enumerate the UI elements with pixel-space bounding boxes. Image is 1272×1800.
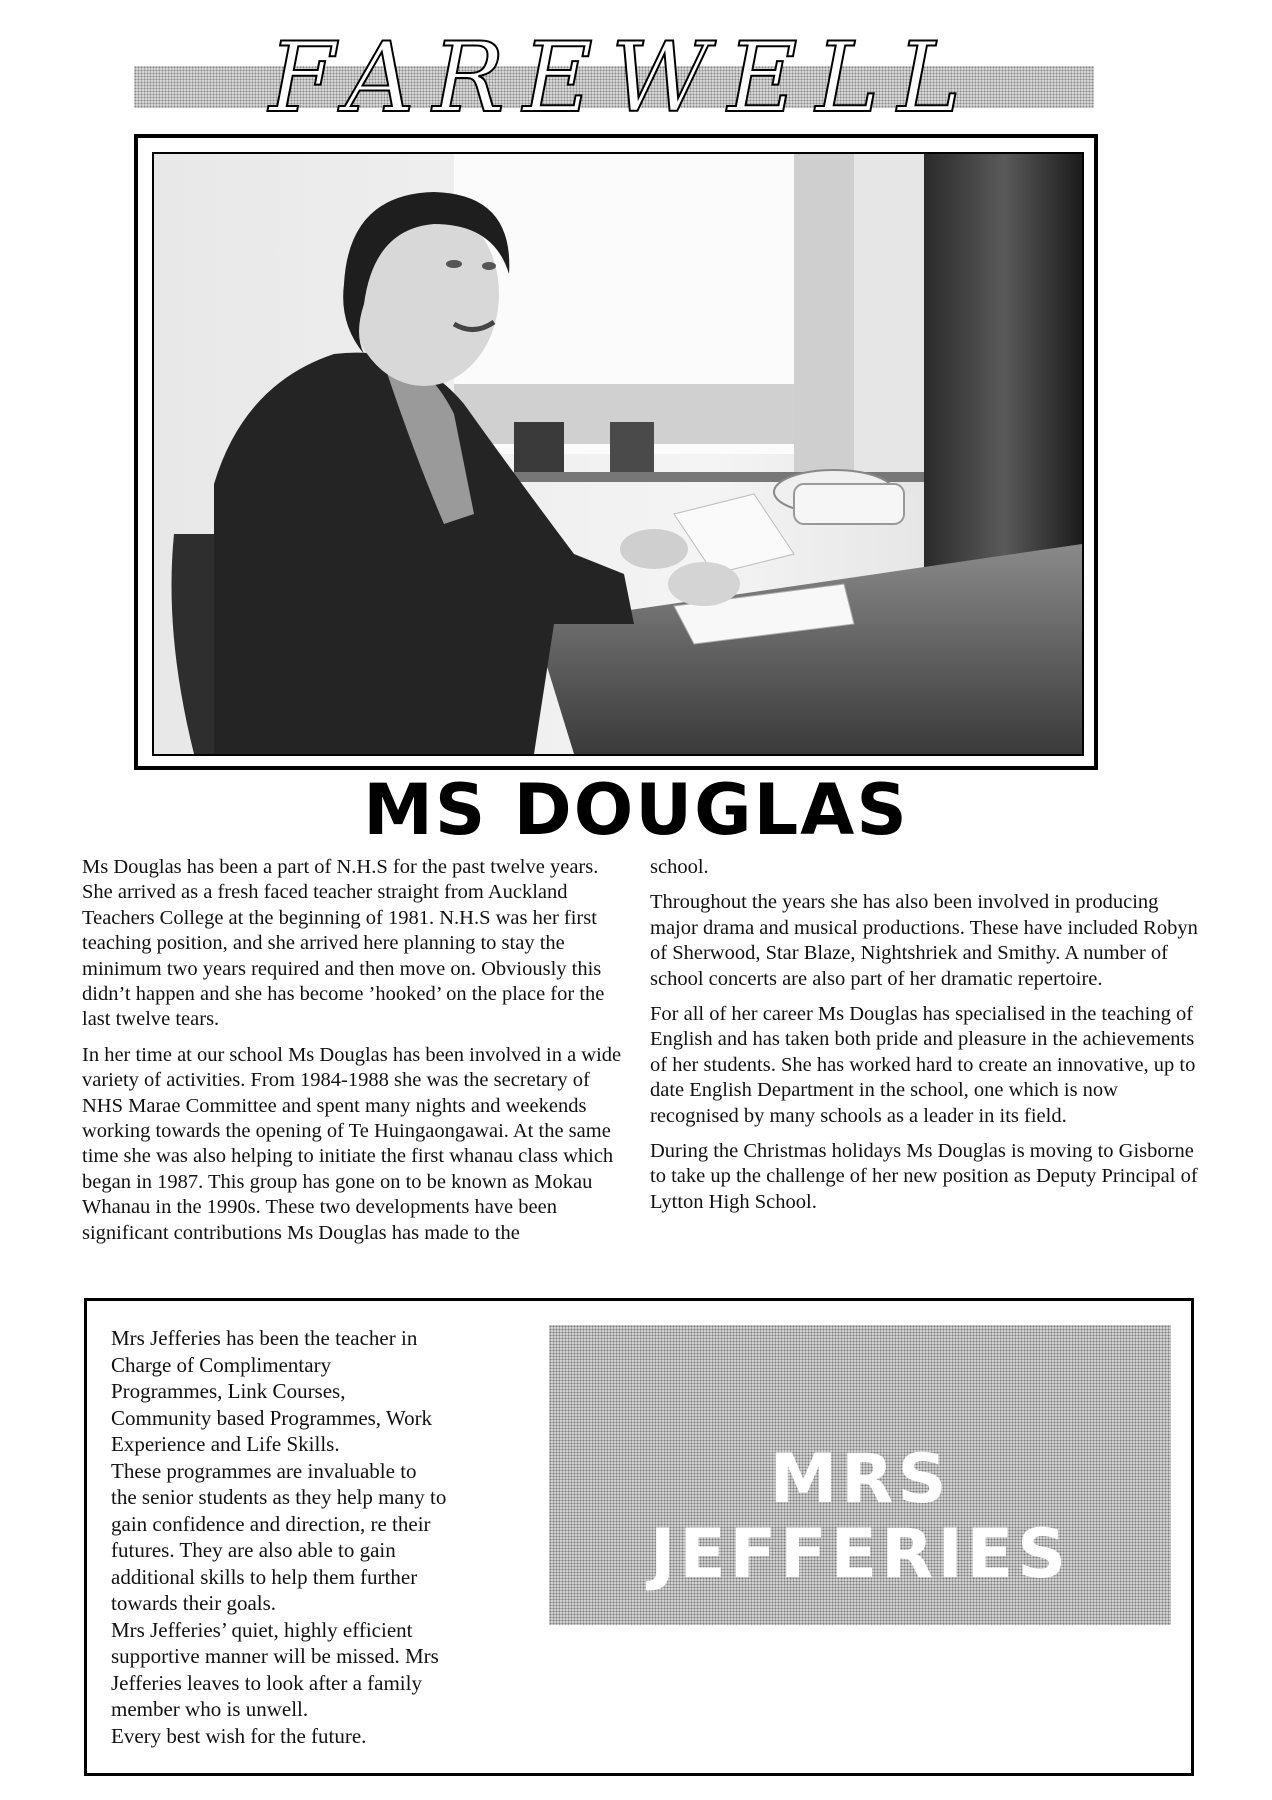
ms-douglas-photo <box>152 152 1084 756</box>
mrs-jefferies-line: Every best wish for the future. <box>111 1723 367 1748</box>
mrs-jefferies-line: additional skills to help them further <box>111 1564 418 1589</box>
mrs-jefferies-title-panel <box>549 1325 1171 1625</box>
mrs-jefferies-line: supportive manner will be missed. Mrs <box>111 1644 439 1668</box>
ms-douglas-paragraph: Throughout the years she has also been involved in producing major drama and musical productions. These have included Robyn of Sherwood, Star Blaze, Nightshriek and Smithy. A number of school concerts are also part of her dramatic repertoire. <box>650 891 1198 990</box>
ms-douglas-paragraph: For all of her career Ms Douglas has specialised in the teaching of English and has taken both pride and pleasure in the achievements of her students. She has worked hard to create an innovative, up to date English Department in the school, one which is now recognised by many schools as a leader in its field. <box>650 1003 1196 1127</box>
mrs-jefferies-line: Programmes, Link Courses, <box>111 1379 346 1403</box>
ms-douglas-paragraph: school. <box>650 856 709 878</box>
mrs-jefferies-text <box>111 1325 551 1749</box>
ms-douglas-paragraph: In her time at our school Ms Douglas has been involved in a wide variety of activities. From 1984-1988 she was the secretary of NHS Marae Committee and spent many nights and weekends working towards the opening of Te Huingaongawai. At the same time she was also helping to initiate the first whanau class which began in 1987. This group has gone on to be known as Mokau Whanau in the 1990s. These two developments have been significant contributions Ms Douglas has made to the <box>82 1043 622 1244</box>
mrs-jefferies-heading-line1: MRS <box>769 1440 951 1519</box>
mrs-jefferies-line: Community based Programmes, Work <box>111 1405 433 1430</box>
farewell-title: FAREWELL <box>268 22 980 134</box>
mrs-jefferies-line: futures. They are also able to gain <box>111 1538 396 1562</box>
mrs-jefferies-heading-line2: JEFFERIES <box>649 1515 1071 1594</box>
ms-douglas-heading: MS DOUGLAS <box>363 769 909 851</box>
mrs-jefferies-line: These programmes are invaluable to <box>111 1458 417 1483</box>
ms-douglas-paragraph: During the Christmas holidays Ms Douglas is moving to Gisborne to take up the challenge of her new position as Deputy Principal of Lytton High School. <box>650 1140 1198 1213</box>
mrs-jefferies-line: gain confidence and direction, re their <box>111 1511 431 1536</box>
mrs-jefferies-line: Mrs Jefferies’ quiet, highly efficient <box>111 1617 413 1642</box>
mrs-jefferies-box <box>84 1298 1194 1776</box>
photo-frame <box>134 134 1098 770</box>
ms-douglas-paragraph: Ms Douglas has been a part of N.H.S for the past twelve years. She arrived as a fresh faced teacher straight from Auckland Teachers College at the beginning of 1981. N.H.S was her first teaching position, and she arrived here planning to stay the minimum two years required and then move on. Obviously this didn’t happen and she has become ’hooked’ on the place for the last twelve tears. <box>82 856 605 1031</box>
mrs-jefferies-line: the senior students as they help many to <box>111 1485 447 1509</box>
farewell-banner <box>134 22 1094 134</box>
mrs-jefferies-line: Experience and Life Skills. <box>111 1432 340 1456</box>
ms-douglas-article-left-column <box>82 855 632 1256</box>
ms-douglas-article-right-column <box>650 855 1200 1225</box>
ms-douglas-photo-illustration <box>154 154 1082 754</box>
mrs-jefferies-line: towards their goals. <box>111 1591 277 1615</box>
mrs-jefferies-line: member who is unwell. <box>111 1697 309 1721</box>
mrs-jefferies-line: Jefferies leaves to look after a family <box>111 1670 422 1695</box>
mrs-jefferies-line: Mrs Jefferies has been the teacher in <box>111 1326 418 1350</box>
mrs-jefferies-line: Charge of Complimentary <box>111 1352 332 1377</box>
